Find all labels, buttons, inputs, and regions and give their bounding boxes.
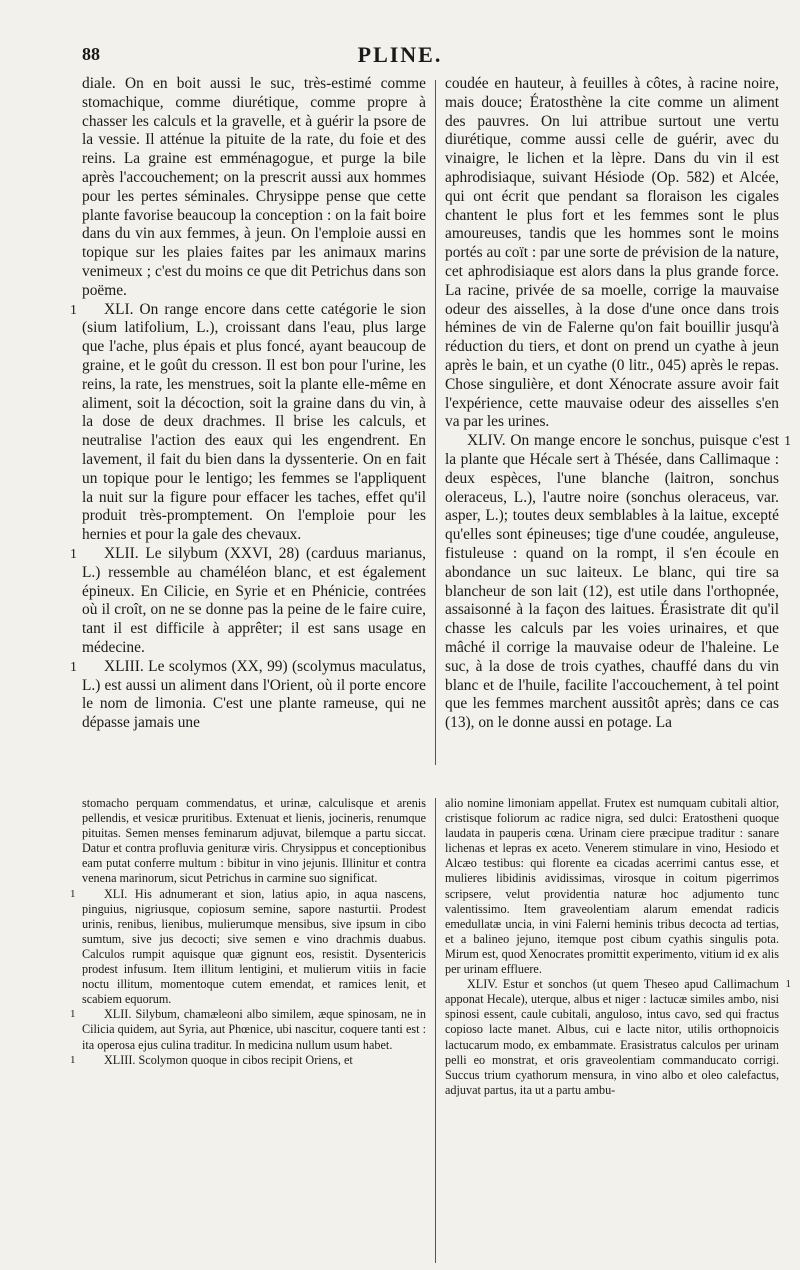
page-header <box>0 38 800 68</box>
paragraph-text: XLIV. On mange encore le sonchus, puisque c'est la plante que Hécale sert à Thésée, dans Callimaque : deux espèces, l'une blanche (laitron, sonchus oleraceus, L.), l'autre noire (sonchus oleraceus, var. asper, L.); toutes deux semblables à la laitue, excepté qu'elles sont épineuses; tige d'une coudée, anguleuse, fistuleuse : quand on la rompt, il s'en écoule en abondance un suc laiteux. Le blanc, qui tire sa blancheur de son lait (12), est utile dans l'orthopnée, assaisonné à la façon des laitues. Érasistrate dit qu'il chasse les calculs par les voies urinaires, et que mâché il corrige la mauvaise odeur de l'haleine. Le suc, à la dose de trois cyathes, chauffé dans du vin blanc et de l'huile, facilite l'accouchement, à tel point que les femmes marchent aussitôt après; dans ce cas (13), on le donne aussi en potage. La <box>445 432 779 732</box>
french-right-column <box>445 75 791 733</box>
margin-marker: 1 <box>785 978 791 991</box>
paragraph-text: diale. On en boit aussi le suc, très-estimé comme stomachique, comme diurétique, comme propre à chasser les calculs et la gravelle, et à guérir la psore de la vessie. Il atténue la pituite de la rate, du foie et des reins. La graine est emménagogue, et purge la bile après l'accouchement; on la prescrit aussi aux hommes pour les pertes séminales. Chrysippe pense que cette plante favorise beaucoup la conception : on la fait boire dans du vin aux femmes, à jeun. On l'emploie aussi en topique sur les plaies faites par les animaux marins venimeux ; c'est du moins ce que dit Petrichus dans son poëme. <box>82 75 426 299</box>
paragraph <box>70 1052 426 1068</box>
margin-marker: 1 <box>70 1053 76 1066</box>
paragraph <box>445 75 779 432</box>
column-rule-latin <box>435 798 436 1263</box>
margin-marker: 1 <box>70 1008 76 1021</box>
paragraph-text: stomacho perquam commendatus, et urinæ, calculisque et arenis pellendis, et vesicæ pruritibus. Extenuat et lienis, jocineris, renumque pituitas. Semen menses feminarum adjuvat, bilemque a partu siccat. Datur et contra profluvia genituræ viris. Chrysippus et conceptionibus eam putat conferre multum : bibitur in vino jejunis. Illinitur et contra venena marinorum, sicut Petrichus in carmine suo significat. <box>82 796 426 886</box>
paragraph <box>82 796 426 887</box>
paragraph-text: XLIII. Le scolymos (XX, 99) (scolymus maculatus, L.) est aussi un aliment dans l'Orient, où il porte encore le nom de limonia. C'est une plante rameuse, qui ne dépasse jamais une <box>82 657 426 732</box>
paragraph <box>70 300 426 545</box>
paragraph <box>82 75 426 301</box>
margin-marker: 1 <box>70 658 77 674</box>
paragraph <box>70 657 426 733</box>
latin-right-column <box>445 796 791 1098</box>
paragraph <box>445 432 791 733</box>
paragraph-text: coudée en hauteur, à feuilles à côtes, à racine noire, mais douce; Ératosthène la cite comme un aliment des pauvres. On lui attribue surtout une vertu diurétique, comme aussi celle de guérir, avec du vinaigre, le lichen et la lèpre. Dans du vin il est aphrodisiaque, suivant Hésiode (Op. 582) et Alcée, qui ont écrit que pendant sa floraison les cigales chantent le plus fort et les femmes sont le plus amoureuses, tandis que les hommes sont le moins portés au coït : par une sorte de prévision de la nature, cet aphrodisiaque est alors dans la plus grande force. La racine, privée de sa moelle, corrige la mauvaise odeur des aisselles, à la dose d'une once dans trois hémines de vin de Falerne qu'on fait bouillir jusqu'à réduction du tiers, et dont on prend un cyathe à jeun après le bain, et un cyathe (0 litr., 045) après le repas. Chose singulière, et dont Xénocrate assure avoir fait l'expérience, cette mauvaise odeur des aisselles s'en va par les urines. <box>445 75 779 431</box>
paragraph-text: alio nomine limoniam appellat. Frutex est numquam cubitali altior, cristisque foliorum ac radice nigra, sed dulci: Eratostheni quoque laudata in pauperis cœna. Urinam ciere præcipue traditur : sanare lichenas et lepras ex aceto. Venerem stimulare in vino, Hesiodo et Alcæo testibus: qui florente ea cicadas acerrimi cantus esse, et mulieres libidinis avidissimas, virosque in coitum pigerrimos scripsere, velut providentia naturæ hoc adjumento tunc valentissimo. Item graveolentiam alarum emendat radicis emedullatæ uncia, in vini Falerni heminis tribus decocta ad tertias, et a balineo jejuno, itemque post cibum cyathis singulis pota. Mirum est, quod Xenocrates promittit experimento, vitium id ex alis per urinam effluere. <box>445 796 779 977</box>
paragraph-text: XLII. Le silybum (XXVI, 28) (carduus marianus, L.) ressemble au chaméléon blanc, et est également épineux. En Cilicie, en Syrie et en Phénicie, contrées où il croît, on ne se donne pas la peine de le faire cuire, tant il est difficile à apprêter; il est sans usage en médecine. <box>82 544 426 656</box>
latin-left-column <box>70 796 426 1068</box>
paragraph-text: XLII. Silybum, chamæleoni albo similem, æque spinosam, ne in Cilicia quidem, aut Syria, aut Phœnice, ubi nascitur, coquere tanti est : ita operosa ejus culina traditur. In medicina nullum usum habet. <box>82 1007 426 1052</box>
margin-marker: 1 <box>70 545 77 561</box>
paragraph <box>445 796 779 977</box>
paragraph <box>70 1007 426 1052</box>
paragraph-text: XLI. On range encore dans cette catégorie le sion (sium latifolium, L.), croissant dans l'eau, plus large que l'ache, plus épais et plus foncé, ayant beaucoup de graine, et le goût du cresson. Il est bon pour l'urine, les reins, la rate, les menstrues, soit la plante elle-même en aliment, soit la décoction, soit la graine dans du vin, à la dose de deux drachmes. Il brise les calculs, et neutralise l'action des eaux qui les engendrent. En lavement, il fait du bien dans la dyssenterie. On en fait un topique pour le lentigo; les femmes se l'appliquent la nuit sur la figure pour effacer les taches, effet qu'il produit très-promptement. On l'emploie pour les hernies et pour la gale des chevaux. <box>82 300 426 544</box>
margin-marker: 1 <box>784 433 791 449</box>
column-rule-french <box>435 80 436 765</box>
paragraph-text: XLIII. Scolymon quoque in cibos recipit Oriens, et <box>104 1052 353 1067</box>
paragraph <box>445 977 791 1098</box>
paragraph-text: XLI. His adnumerant et sion, latius apio, in aqua nascens, pinguius, nigriusque, copiosum semine, sapore nasturtii. Prodest urinis, renibus, lienibus, mulierumque mensibus, sive ipsum in cibo sumtum, sive jus decocti; sive semen e vino drachmis duabus. Calculos rumpit aquisque quæ gignunt eos, resistit. Dysentericis prodest infusum. Item illitum lentigini, et mulierum vitiis in facie noctu illitum, momentoque cutem emendat, et ramices lenit, et scabiem equorum. <box>82 886 426 1007</box>
margin-marker: 1 <box>70 887 76 900</box>
page-number: 88 <box>82 44 100 64</box>
french-left-column <box>70 75 426 733</box>
margin-marker: 1 <box>70 301 77 317</box>
paragraph-text: XLIV. Estur et sonchos (ut quem Theseo apud Callimachum apponat Hecale), uterque, albus et niger : lactucæ similes ambo, nisi spinosi essent, caule cubitali, anguloso, intus cavo, sed qui fractus copioso lacte manet. Albus, cui e lacte nitor, utilis orthopnoicis lactucarum modo, ex embammate. Erasistratus calculos per urinam pelli eo monstrat, et oris graveolentiam commanducato corrigi. Succus trium cyathorum mensura, in vino albo et oleo calefactus, adjuvat partus, ita ut a partu ambu- <box>445 977 779 1097</box>
running-title: PLINE. <box>357 42 443 67</box>
paragraph <box>70 544 426 658</box>
paragraph <box>70 886 426 1008</box>
